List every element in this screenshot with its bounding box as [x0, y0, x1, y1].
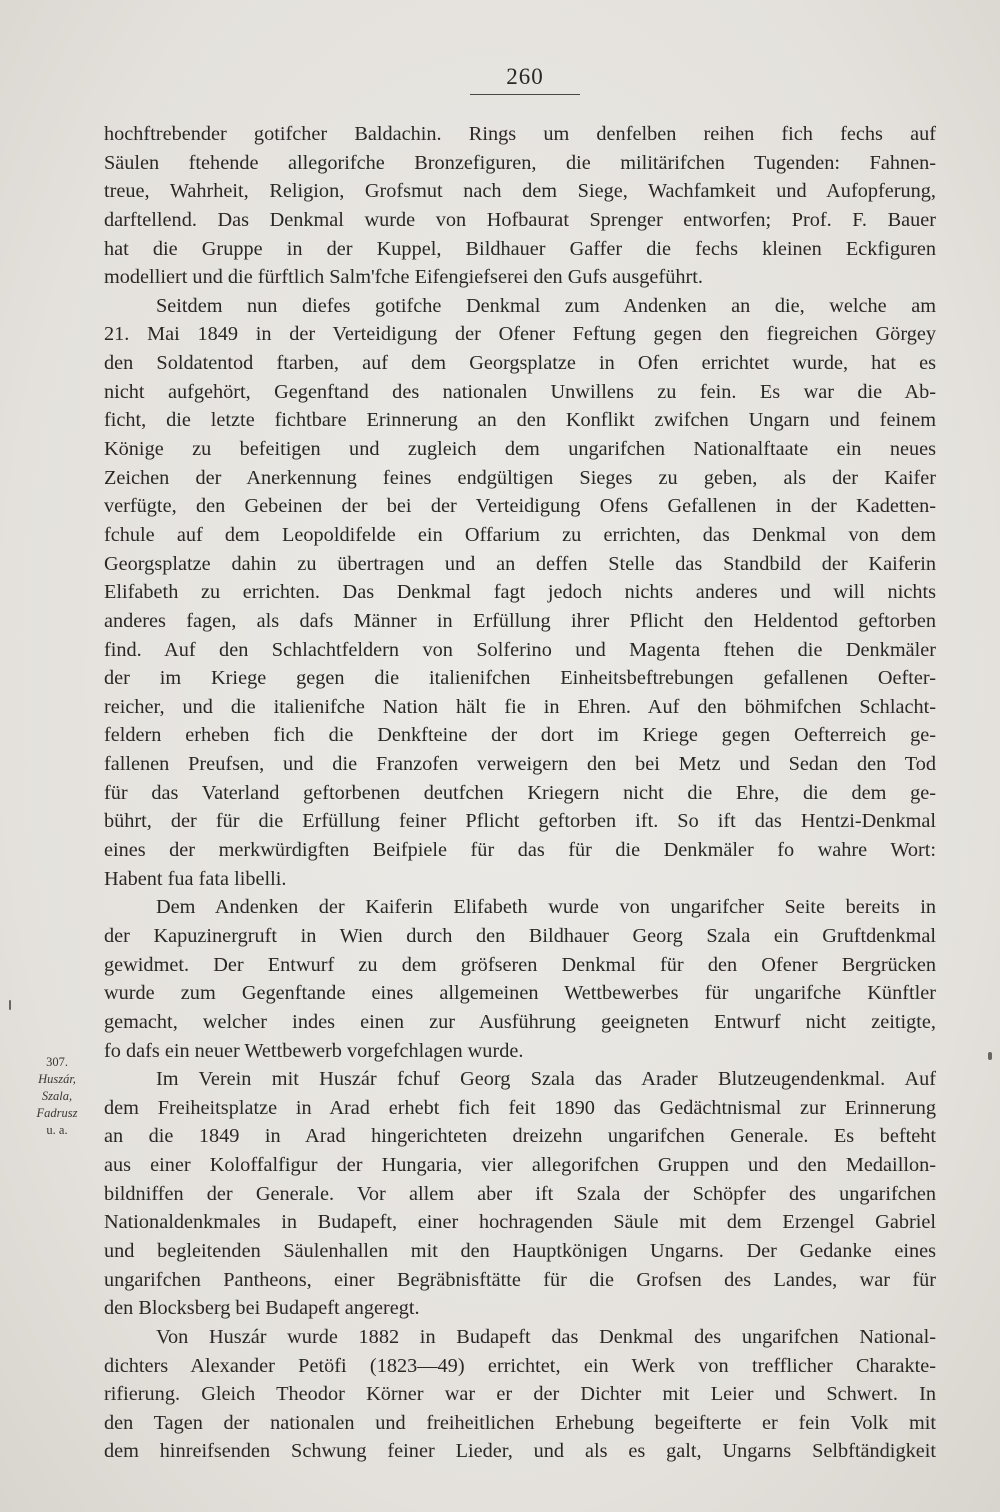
text-line: ficht, die letzte fichtbare Erinnerung an den Konflikt zwifchen Ungarn und feinem: [104, 409, 936, 432]
text-line: fo dafs ein neuer Wettbewerb vorgefchlagen wurde.: [104, 1039, 524, 1062]
text-line: gewidmet. Der Entwurf zu dem gröfseren Denkmal für den Ofener Bergrücken: [104, 953, 936, 976]
text-line: Könige zu befeitigen und zugleich dem ungarifchen Nationalftaate ein neues: [104, 438, 936, 461]
text-line: dem hinreifsenden Schwung feiner Lieder, und als es galt, Ungarns Selbftändigkeit: [104, 1440, 936, 1463]
text-line: bührt, der für die Erfüllung feiner Pflicht geftorben ift. So ift das Hentzi-Denkmal: [104, 810, 936, 833]
margin-note-number: 307.: [46, 1055, 68, 1069]
text-line: den Tagen der nationalen und freiheitlichen Erhebung begeifterte er fein Volk mit: [104, 1411, 936, 1434]
margin-note-name: Huszár,: [38, 1072, 76, 1086]
text-line: Im Verein mit Huszár fchuf Georg Szala das Arader Blutzeugendenkmal. Auf: [156, 1068, 936, 1091]
text-line: reicher, und die italienifche Nation hält fie in Ehren. Auf den böhmifchen Schlacht-: [104, 695, 936, 718]
text-line: der im Kriege gegen die italienifchen Einheitsbeftrebungen gefallenen Oefter-: [104, 667, 936, 690]
text-line: Zeichen der Anerkennung feines endgültigen Sieges zu geben, als der Kaifer: [104, 466, 936, 489]
page-number: 260: [470, 64, 580, 95]
margin-note-suffix: u. a.: [46, 1123, 68, 1137]
text-line: gemacht, welcher indes einen zur Ausführung geeigneten Entwurf nicht zeitigte,: [104, 1010, 936, 1033]
body-text: [104, 120, 936, 1466]
text-line: anderes fagen, als dafs Männer in Erfüllung ihrer Pflicht den Heldentod geftorben: [104, 609, 936, 632]
text-line: Säulen ftehende allegorifche Bronzefiguren, die militärifchen Tugenden: Fahnen-: [104, 151, 936, 174]
text-line: und begleitenden Säulenhallen mit den Hauptkönigen Ungarns. Der Gedanke eines: [104, 1239, 936, 1262]
text-line: darftellend. Das Denkmal wurde von Hofbaurat Sprenger entworfen; Prof. F. Bauer: [104, 208, 936, 231]
text-line: aus einer Koloffalfigur der Hungaria, vier allegorifchen Gruppen und den Medaillon-: [104, 1154, 936, 1177]
text-line: find. Auf den Schlachtfeldern von Solferino und Magenta ftehen die Denkmäler: [104, 638, 936, 661]
text-line: Nationaldenkmales in Budapeft, einer hochragenden Säule mit dem Erzengel Gabriel: [104, 1211, 936, 1234]
text-line: 21. Mai 1849 in der Verteidigung der Ofener Feftung gegen den fiegreichen Görgey: [104, 323, 936, 346]
text-line: Georgsplatze dahin zu übertragen und an deffen Stelle das Standbild der Kaiferin: [104, 552, 936, 575]
margin-note: [22, 1054, 92, 1139]
text-line: fallenen Preufsen, und die Franzofen verweigern den bei Metz und Sedan den Tod: [104, 753, 936, 776]
text-line: dem Freiheitsplatze in Arad erhebt fich feit 1890 das Gedächtnismal zur Erinnerung: [104, 1096, 936, 1119]
text-line: nicht aufgehört, Gegenftand des nationalen Unwillens zu fein. Es war die Ab-: [104, 380, 936, 403]
text-line: rifierung. Gleich Theodor Körner war er der Dichter mit Leier und Schwert. In: [104, 1383, 936, 1406]
text-line: treue, Wahrheit, Religion, Grofsmut nach dem Siege, Wachfamkeit und Aufopferung,: [104, 180, 936, 203]
text-line: Von Huszár wurde 1882 in Budapeft das Denkmal des ungarifchen National-: [156, 1325, 936, 1348]
text-line: der Kapuzinergruft in Wien durch den Bildhauer Georg Szala ein Gruftdenkmal: [104, 924, 936, 947]
text-line: hochftrebender gotifcher Baldachin. Rings um denfelben reihen fich fechs auf: [104, 123, 936, 145]
text-line: für das Vaterland geftorbenen deutfchen Kriegern nicht die Ehre, die dem ge-: [104, 781, 936, 804]
text-line: dichters Alexander Petöfi (1823—49) errichtet, ein Werk von trefflicher Charakte-: [104, 1354, 936, 1377]
text-line: modelliert und die fürftlich Salm'fche Eifengiefserei den Gufs ausgeführt.: [104, 266, 703, 289]
text-line: eines der merkwürdigften Beifpiele für das für die Denkmäler fo wahre Wort:: [104, 839, 936, 862]
margin-note-name: Szala,: [41, 1089, 73, 1103]
text-line: hat die Gruppe in der Kuppel, Bildhauer Gaffer die fechs kleinen Eckfiguren: [104, 237, 936, 260]
text-line: fchule auf dem Leopoldifelde ein Offarium zu errichten, das Denkmal von dem: [104, 523, 936, 546]
text-line: den Blocksberg bei Budapeft angeregt.: [104, 1297, 420, 1320]
text-line: wurde zum Gegenftande eines allgemeinen Wettbewerbes für ungarifche Künftler: [104, 982, 936, 1005]
text-line: ungarifchen Pantheons, einer Begräbnisftätte für die Grofsen des Landes, war für: [104, 1268, 936, 1291]
text-line: an die 1849 in Arad hingerichteten dreizehn ungarifchen Generale. Es befteht: [104, 1125, 936, 1148]
text-line: Elifabeth zu errichten. Das Denkmal fagt jedoch nichts anderes und will nichts: [104, 581, 936, 604]
text-line: feldern erheben fich die Denkfteine der dort im Kriege gegen Oefterreich ge-: [104, 724, 936, 747]
margin-note-name: Fadrusz: [36, 1106, 78, 1120]
text-line: den Soldatentod ftarben, auf dem Georgsplatze in Ofen errichtet wurde, hat es: [104, 352, 936, 375]
text-line: Seitdem nun diefes gotifche Denkmal zum Andenken an die, welche am: [156, 294, 936, 317]
print-speck: [988, 1052, 992, 1060]
text-line: Dem Andenken der Kaiferin Elifabeth wurde von ungarifcher Seite bereits in: [156, 896, 936, 919]
text-line: verfügte, den Gebeinen der bei der Verteidigung Ofens Gefallenen in der Kadetten-: [104, 495, 936, 518]
text-line: bildniffen der Generale. Vor allem aber ift Szala der Schöpfer des ungarifchen: [104, 1182, 936, 1205]
text-line: Habent fua fata libelli.: [104, 867, 287, 890]
print-speck: [9, 1000, 11, 1010]
